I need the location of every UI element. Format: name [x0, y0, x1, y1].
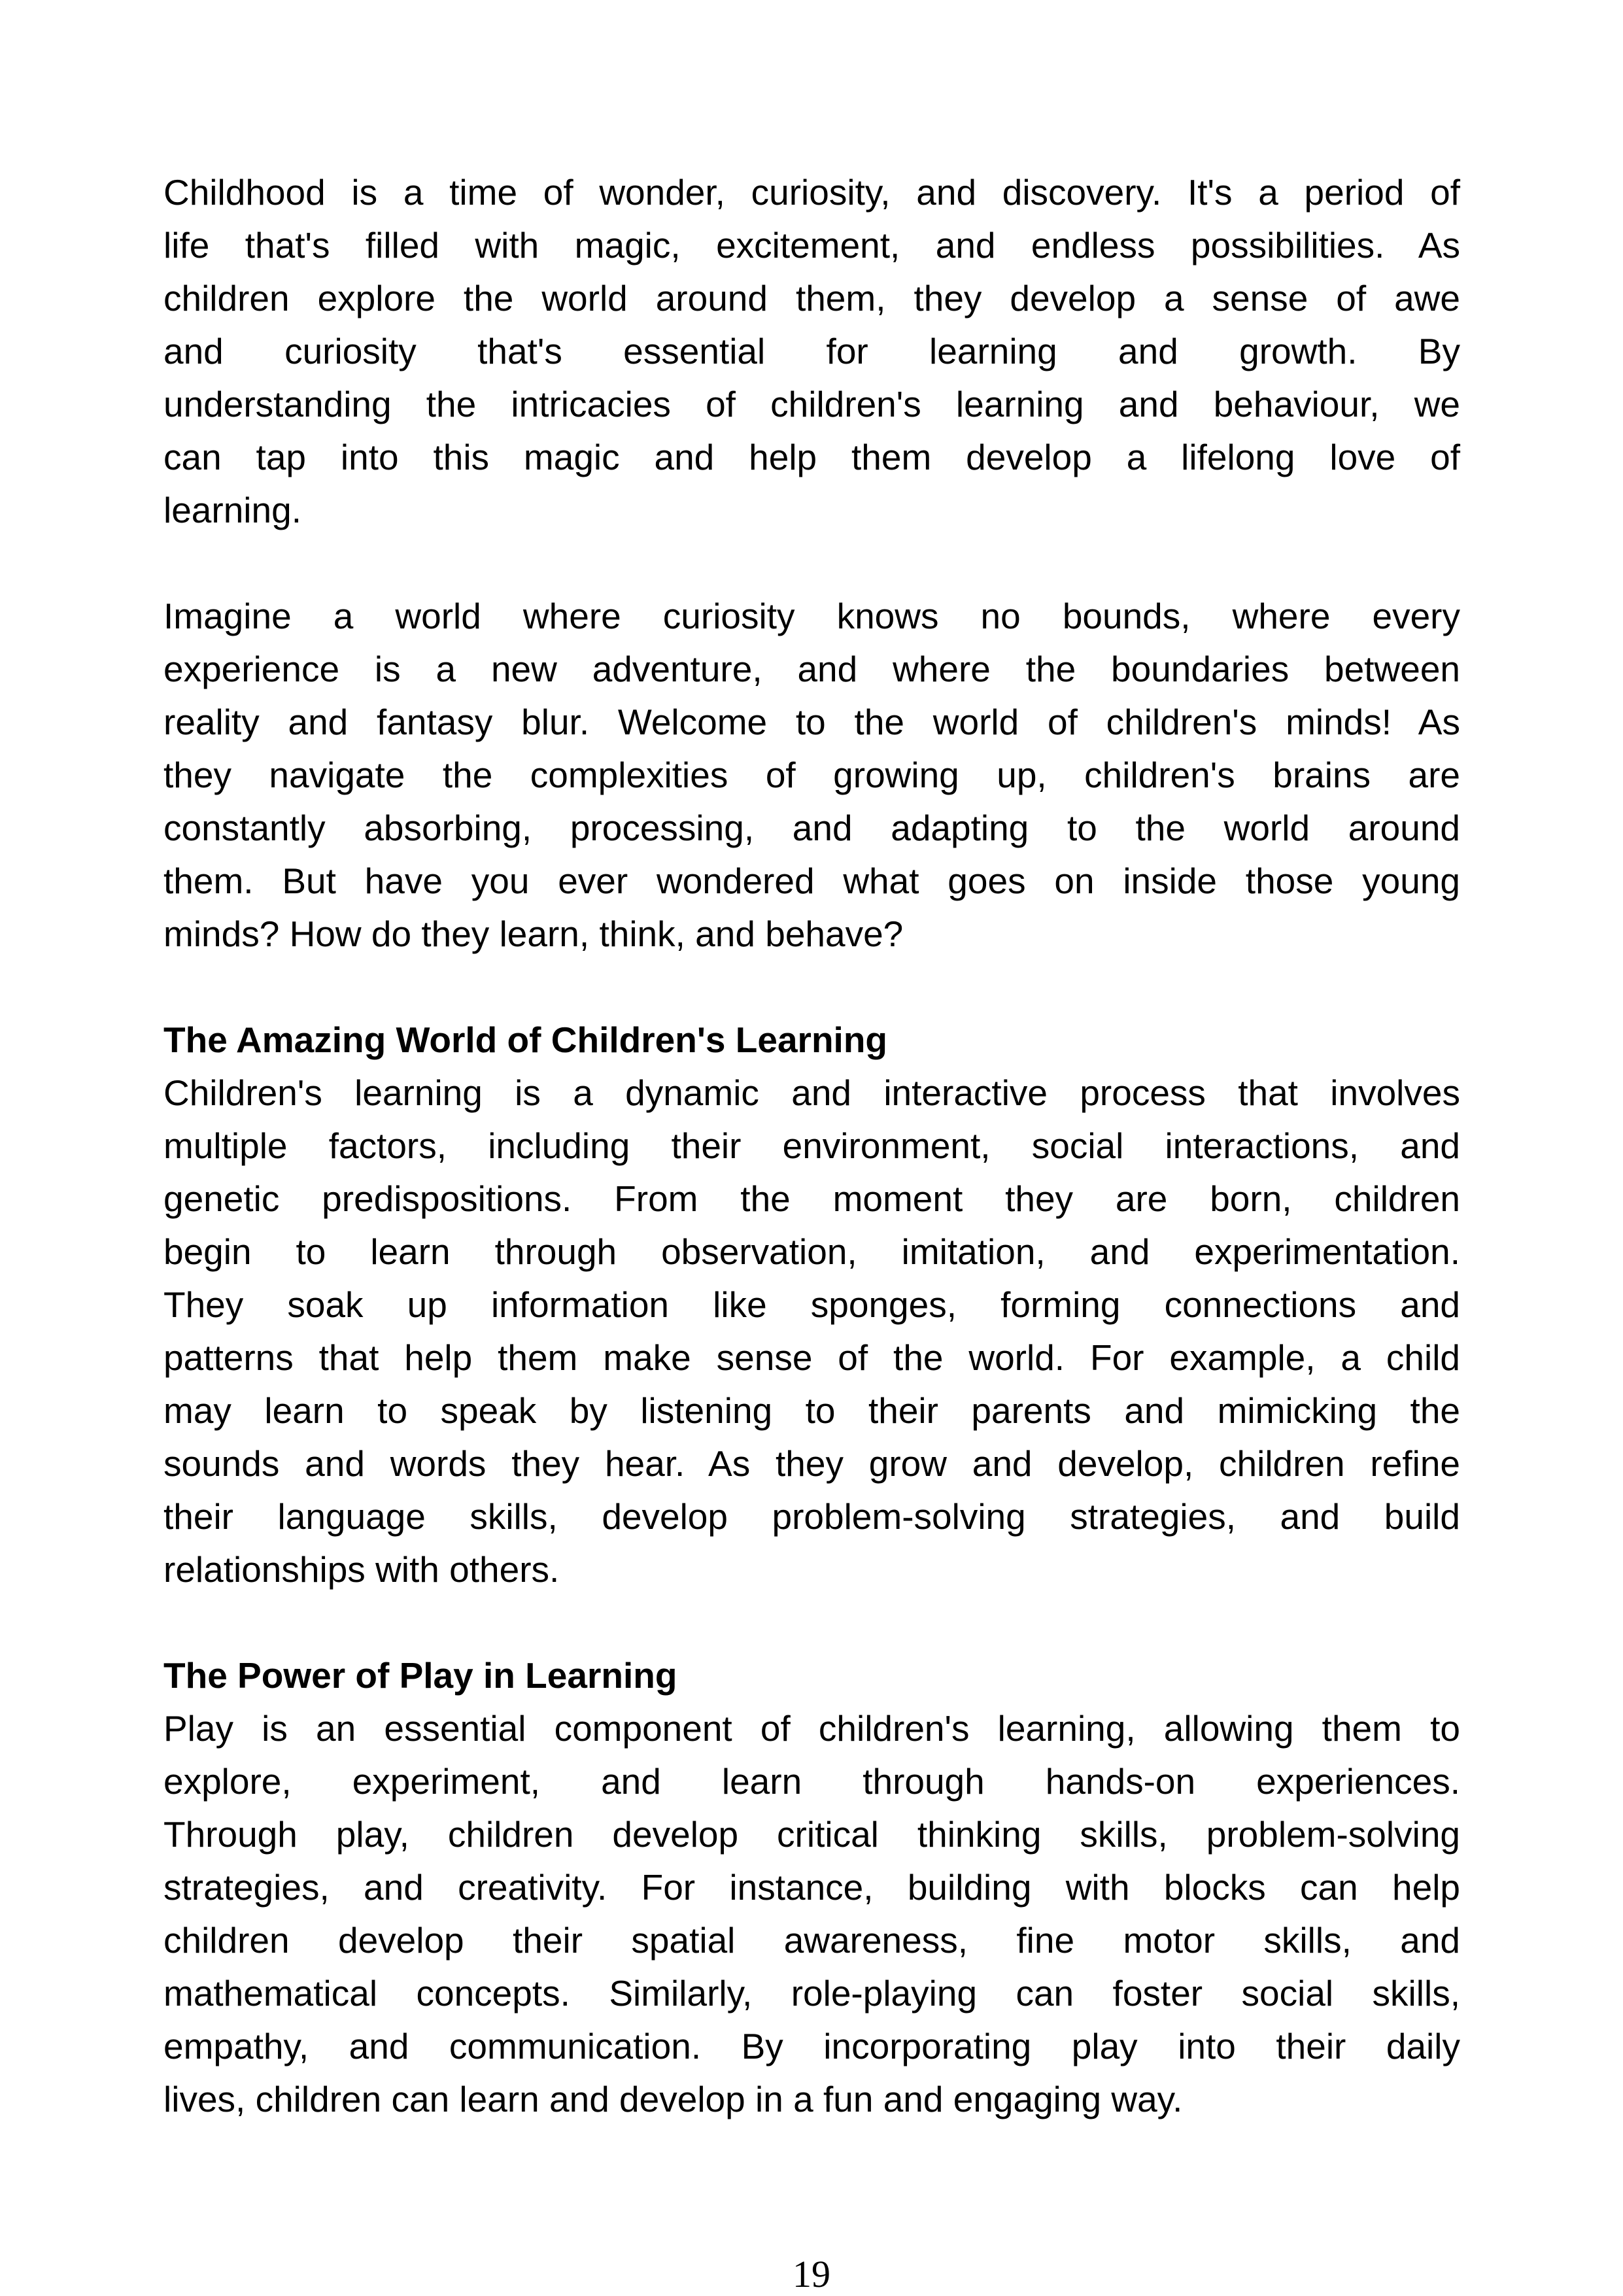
section-power-of-play — [163, 1649, 1460, 2126]
text-line: reality and fantasy blur. Welcome to the world of children's minds! As — [163, 702, 1460, 742]
text-line: begin to learn through observation, imitation, and experimentation. — [163, 1231, 1460, 1272]
text-line: genetic predispositions. From the moment they are born, children — [163, 1178, 1460, 1219]
text-line: relationships with others. — [163, 1549, 560, 1590]
text-line: can tap into this magic and help them develop a lifelong love of — [163, 437, 1460, 477]
paragraph-spacer — [163, 961, 1460, 1014]
text-line: sounds and words they hear. As they grow and develop, children refine — [163, 1443, 1460, 1484]
section-childrens-learning — [163, 1014, 1460, 1596]
text-line: Children's learning is a dynamic and interactive process that involves — [163, 1072, 1460, 1113]
text-line: children develop their spatial awareness, fine motor skills, and — [163, 1920, 1460, 1961]
text-line: Through play, children develop critical thinking skills, problem-solving — [163, 1814, 1460, 1855]
body-text — [163, 166, 1460, 2126]
text-line: they navigate the complexities of growing up, children's brains are — [163, 755, 1460, 795]
text-line: them. But have you ever wondered what goes on inside those young — [163, 861, 1460, 901]
section-heading: The Amazing World of Children's Learning — [163, 1019, 888, 1060]
text-line: lives, children can learn and develop in a fun and engaging way. — [163, 2079, 1183, 2119]
page-number: 19 — [793, 2253, 830, 2295]
text-line: explore, experiment, and learn through hands-on experiences. — [163, 1761, 1460, 1802]
text-line: multiple factors, including their environment, social interactions, and — [163, 1125, 1460, 1166]
text-line: learning. — [163, 490, 301, 530]
text-line: understanding the intricacies of children's learning and behaviour, we — [163, 384, 1460, 424]
paragraph-spacer — [163, 537, 1460, 590]
text-line: patterns that help them make sense of the world. For example, a child — [163, 1337, 1460, 1378]
intro-paragraph-2 — [163, 590, 1460, 961]
text-line: constantly absorbing, processing, and adapting to the world around — [163, 808, 1460, 848]
text-line: and curiosity that's essential for learning and growth. By — [163, 331, 1460, 371]
text-line: strategies, and creativity. For instance, building with blocks can help — [163, 1867, 1460, 1908]
text-line: may learn to speak by listening to their parents and mimicking the — [163, 1390, 1460, 1431]
text-line: minds? How do they learn, think, and behave? — [163, 914, 904, 954]
paragraph-spacer — [163, 1596, 1460, 1649]
text-line: mathematical concepts. Similarly, role-playing can foster social skills, — [163, 1973, 1460, 2013]
text-line: Childhood is a time of wonder, curiosity, and discovery. It's a period of — [163, 172, 1460, 213]
intro-paragraph-1 — [163, 166, 1460, 537]
text-line: Play is an essential component of children's learning, allowing them to — [163, 1708, 1460, 1749]
text-line: They soak up information like sponges, forming connections and — [163, 1284, 1460, 1325]
section-heading: The Power of Play in Learning — [163, 1655, 677, 1696]
text-line: life that's filled with magic, excitement, and endless possibilities. As — [163, 225, 1460, 266]
text-line: their language skills, develop problem-solving strategies, and build — [163, 1496, 1460, 1537]
text-line: children explore the world around them, they develop a sense of awe — [163, 278, 1460, 318]
text-line: experience is a new adventure, and where the boundaries between — [163, 649, 1460, 689]
text-line: empathy, and communication. By incorporating play into their daily — [163, 2026, 1460, 2066]
text-line: Imagine a world where curiosity knows no bounds, where every — [163, 596, 1460, 636]
